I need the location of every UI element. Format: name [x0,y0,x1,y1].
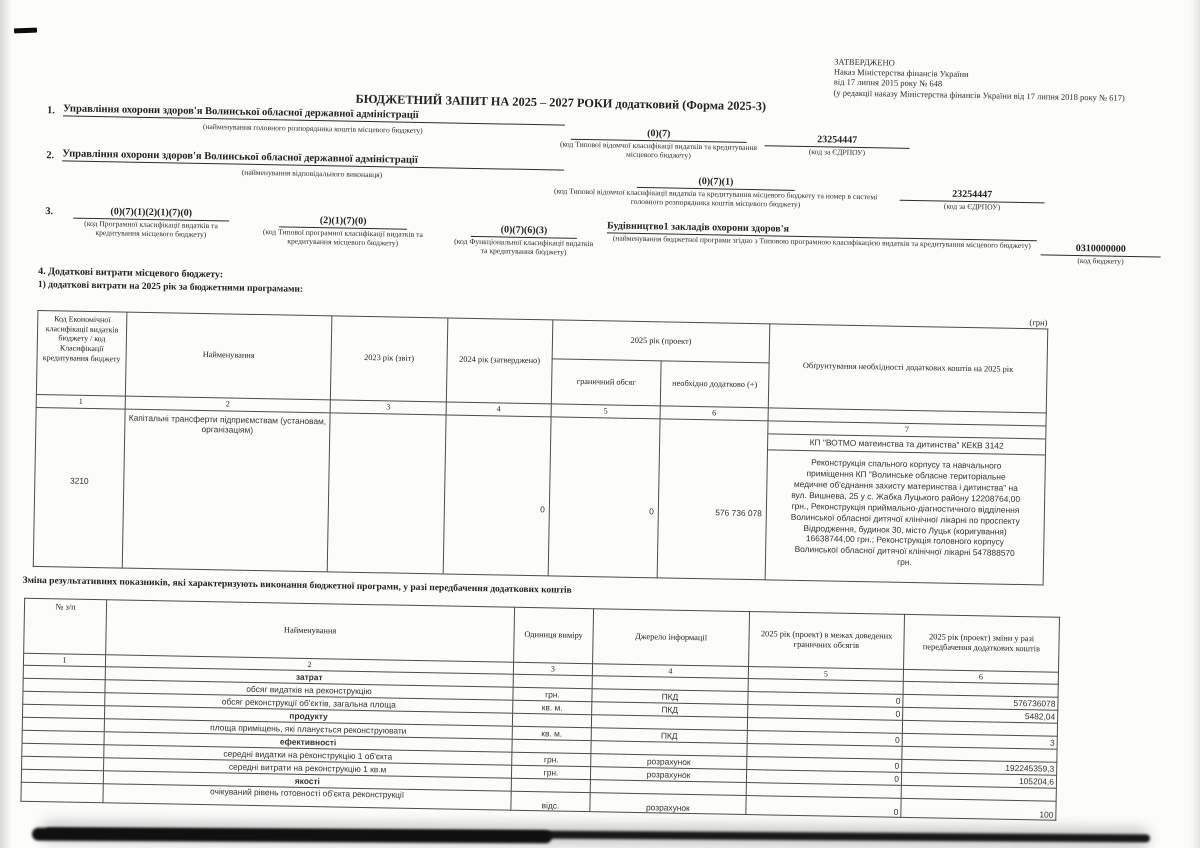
table2-indicator-name: обсяг реконструкції об'єктів, загальна площа [105,693,513,713]
table1-colnum: 3 [330,400,446,415]
item2-code-value: (0)(7)(1) [637,175,795,191]
approved-block [833,57,1172,104]
table2-colnum: 1 [23,653,105,667]
table2-colnum: 4 [592,664,748,679]
table2-cell-limit: 0 [747,757,902,773]
item2-name: Управління охорони здоров'я Волинської обласної державної адміністрації [62,148,564,170]
table2-cell-additional: 3 [902,733,1057,749]
table2-cell-unit: грн. [512,752,591,766]
scan-bottom-streak-thick [32,828,552,844]
table2-cell-limit: 0 [746,796,901,818]
table1-header-code: Код Економічної класифікації видатків бюджету / код Класифікації кредитування бюджету [36,310,127,396]
item1-code-field [550,126,767,162]
item1-edrpou-caption: (код за ЄДРПОУ) [808,147,866,158]
table1-cell-2023 [327,413,446,574]
table2-cell-source: ПКД [592,689,748,705]
approved-line: ЗАТВЕРДЖЕНО [834,56,895,68]
table2-indicator-name: середні видатки на реконструкцію 1 об'єкта [104,745,512,765]
table1-cell-code: 3210 [33,407,125,568]
table2-cell-unit: кв. м. [512,726,591,740]
table2-category-label: якості [103,771,511,791]
currency-note: (грн) [1029,317,1048,328]
item3-program-code-field [63,205,240,240]
table2-indicator-name: площа приміщень, які планується реконструювати [104,719,512,739]
scan-edge-shadow-right [1190,0,1200,848]
approved-line: (у редакції наказу Міністерства фінансів України від 17 липня 2018 року № 617) [833,87,1125,103]
item1-edrpou-field [764,133,909,158]
item3-functional-code-field [453,224,596,259]
table2-cell-limit: 0 [748,705,903,721]
approved-line: Наказ Міністерства фінансів України [833,66,969,80]
table2-header-name: Найменування [106,600,515,662]
item3-typical-code-value: (2)(1)(7)(0) [279,214,407,229]
table2-cell-additional: 100 [901,798,1056,820]
table2-cell-additional: 576736078 [903,694,1058,710]
table1-colnum: 2 [125,396,330,413]
result-indicators-table [20,598,1060,821]
item1-name-caption: (найменування головного розпорядника коштів місцевого бюджету) [202,121,423,135]
table1-header-additional: необхідно додатково (+) [660,361,769,408]
table2-indicator-name: очікуваний рівень готовності об'єкта реконструкції [103,784,511,810]
item2-name-caption: (найменування відповідального виконавця) [241,167,383,180]
item3-program-name-caption: (найменування бюджетної програми згідно з Типовою програмною класифікацією видатків та кредитування місцевого бюджету) [612,233,1031,251]
item3-number: 3. [45,206,54,218]
item2-edrpou-field [899,188,1044,213]
item3-budget-code-field [1040,242,1160,267]
table2-cell-additional: 5482,04 [903,707,1058,723]
item3-functional-code-caption: (код Функціональної класифікації видатків та кредитування бюджету) [454,236,594,258]
item3-budget-code-value: 0310000000 [1041,242,1161,257]
table1-colnum: 6 [660,406,768,421]
table2-cell-num [21,782,103,802]
item3-program-code-caption: (код Програмної класифікації видатків та кредитування місцевого бюджету) [84,218,218,240]
table1-header-2025-group: 2025 рік (проект) [552,320,770,363]
table1-header-2023: 2023 рік (звіт) [330,316,448,402]
result-indicators-heading: Зміна результативних показників, які характеризують виконання бюджетної програми, у разі передбачення додаткових коштів [22,575,572,596]
table2-category-label: затрат [105,667,513,687]
item1-number: 1. [47,105,56,117]
table2-colnum: 2 [105,655,513,674]
item2-code-caption: (код Типової відомчої класифікації видатків та кредитування місцевого бюджету та номер в системі головного розпорядника коштів місцевого бюджету) [553,186,878,210]
table2-header-unit: Одиниця виміру [514,607,594,663]
item1-code-caption: (код Типової відомчої класифікації видатків та кредитування місцевого бюджету) [559,139,758,161]
table2-cell-additional: 192245359,3 [902,759,1057,775]
item3-typical-code-caption: (код Типової програмної класифікації видатків та кредитування місцевого бюджету) [262,227,423,249]
table2-indicator-name: середні витрати на реконструкцію 1 кв.м [104,758,512,778]
table2-cell-unit: грн. [511,765,590,779]
item3-program-name-value: Будівництво1 закладів охорони здоров'я [607,220,1037,241]
table2-cell-additional: 105204,6 [901,772,1056,788]
table2-header-num: № з/п [24,598,107,654]
item1-name: Управління охорони здоров'я Волинської обласної державної адміністрації [63,103,565,125]
table1-cell-name: Капітальні трансферти підприємствам (установам, організаціям) [122,409,330,572]
item3-budget-code-caption: (код бюджету) [1077,256,1124,266]
item3-program-name-field [607,220,1037,250]
table1-cell-2024: 0 [443,415,551,576]
table2-indicator-name: обсяг видатків на реконструкцію [105,680,513,700]
item2-code-field [541,173,890,211]
table1-colnum: 4 [446,402,551,417]
item1-code-value: (0)(7) [571,127,747,143]
table1-colnum: 5 [551,404,660,419]
document-title: БЮДЖЕТНИЙ ЗАПИТ НА 2025 – 2027 РОКИ додатковий (Форма 2025-3) [355,91,767,114]
table2-cell-source: розрахунок [590,767,746,783]
table1-header-limit: граничний обсяг [551,359,661,406]
table1-cell-limit: 0 [548,417,660,578]
table2-category-label: ефективності [104,732,512,752]
section4-subheading: 1) додаткові витрати на 2025 рік за бюджетними програмами: [37,279,304,295]
approved-line: від 17 липня 2015 року № 648 [833,76,943,89]
item3-program-code-value: (0)(7)(1)(2)(1)(7)(0) [73,206,229,222]
table1-justification-title: КП "ВОТМО матеинства та дитинства" КЕКВ 3142 [768,434,1045,455]
table2-colnum: 3 [513,662,592,675]
table2-colnum: 6 [903,669,1058,684]
table2-cell-limit: 0 [748,692,903,708]
table1-header-justification: Обґрунтування необхідності додаткових коштів на 2025 рік [768,324,1047,413]
table2-cell-limit: 0 [747,731,902,747]
scan-mark-dash [14,28,37,34]
item2-edrpou-caption: (код за ЄДРПОУ) [943,201,1001,212]
table2-cell-source: ПКД [591,728,747,744]
table1-justification-text: Реконструкція спального корпусу та навчального приміщення КП "Волинське обласне територіальне медичне об'єднання захисту материнства і дитинства" на вул. Вишнева, 25 у с. Жабка Луцького району 12208764,00 грн., Реконструкція приймально-діагностичного відділення Волинської обласної дитячої клінічної лікарні по проспекту Відродження, будинок 30, місто Луцьк (коригування) 16638744,00 грн.; Реконструкція головного корпусу Волинської обласної дитячої клінічної лікарні 547888570 грн. [790,457,1021,568]
table1-cell-additional: 576 736 078 [657,419,768,580]
table1-data-row [33,407,1046,584]
section4-heading: 4. Додаткові витрати місцевого бюджету: [38,265,224,281]
table1-justification-number: 7 [768,421,1045,439]
item2-number: 2. [46,150,55,162]
item1-edrpou-value: 23254447 [765,133,910,149]
item2-edrpou-value: 23254447 [900,188,1045,204]
item3-typical-code-field [249,214,438,249]
table2-header-limit: 2025 рік (проект) в межах доведених граничних обсягів [749,612,905,670]
table1-cell-justification [765,421,1046,585]
additional-expenses-table [33,310,1049,585]
table2-header-source: Джерело інформації [593,609,750,667]
table2-cell-source: розрахунок [591,754,747,770]
table1-header-2024: 2024 рік (затверджено) [446,318,553,404]
item3-functional-code-value: (0)(7)(6)(3) [471,224,577,239]
scan-edge-shadow-left [0,0,12,848]
table2-category-label: продукту [104,706,512,726]
table1-header-row [37,310,1048,368]
table2-cell-unit: грн. [513,687,592,701]
table2-cell-source: ПКД [592,702,748,718]
table1-colnum: 1 [36,394,125,409]
table2-cell-unit: кв. м. [513,700,592,714]
table2-header-additional: 2025 рік (проект) зміни у разі передбачення додаткових коштів [904,614,1060,672]
table2-colnum: 5 [748,667,903,682]
table2-cell-limit: 0 [746,770,901,786]
table2-cell-source: розрахунок [590,793,746,815]
table1-header-name: Найменування [125,312,332,400]
table2-cell-unit: відс. [511,791,590,811]
